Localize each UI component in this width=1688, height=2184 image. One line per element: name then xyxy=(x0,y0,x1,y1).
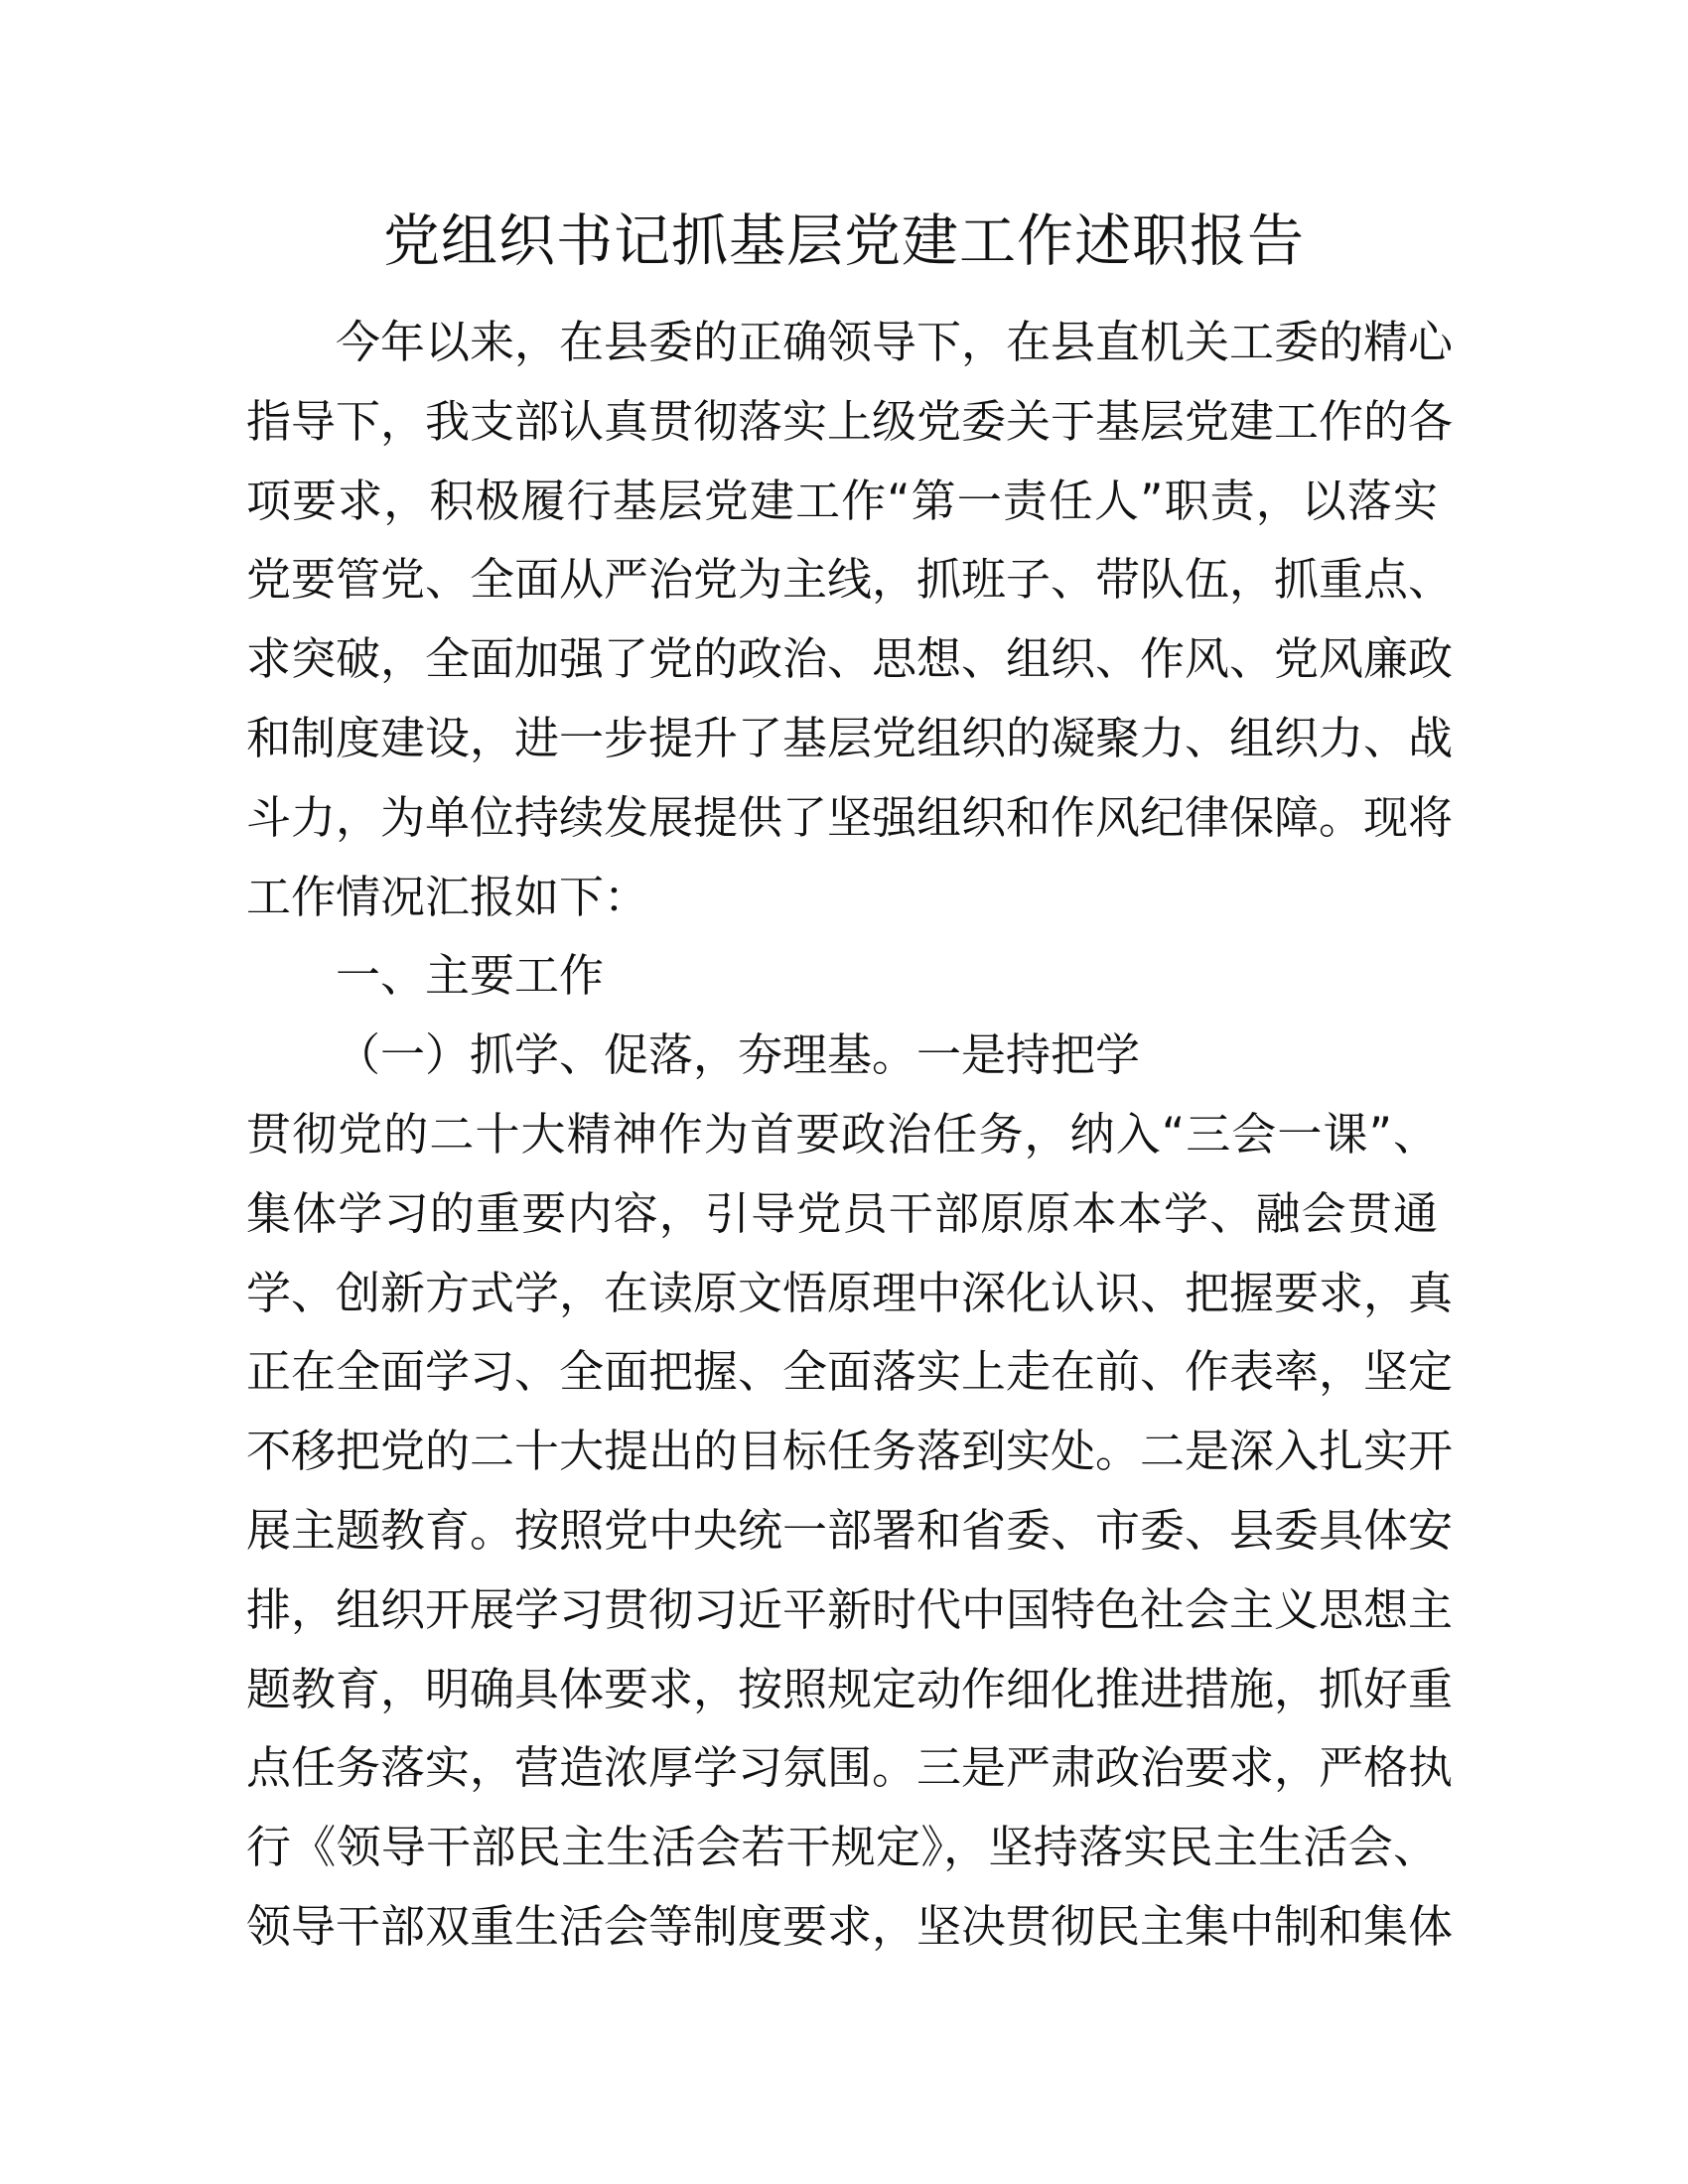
body-line: 正在全面学习、全面把握、全面落实上走在前、作表率，坚定 xyxy=(246,1345,1454,1399)
document-title: 党组织书记抓基层党建工作述职报告 xyxy=(383,208,1305,274)
section-heading: 一、主要工作 xyxy=(336,949,605,1003)
body-line: 点任务落实，营造浓厚学习氛围。三是严肃政治要求，严格执 xyxy=(246,1741,1454,1795)
body-line: 排，组织开展学习贯彻习近平新时代中国特色社会主义思想主 xyxy=(246,1582,1454,1636)
subsection-heading: （一）抓学、促落，夯理基。一是持把学 xyxy=(336,1028,1141,1082)
body-line: 学、创新方式学，在读原文悟原理中深化认识、把握要求，真 xyxy=(246,1266,1454,1319)
body-line: 不移把党的二十大提出的目标任务落到实处。二是深入扎实开 xyxy=(246,1425,1454,1478)
body-line: 和制度建设，进一步提升了基层党组织的凝聚力、组织力、战 xyxy=(246,711,1454,764)
document-body xyxy=(246,303,1454,1967)
body-line: 题教育，明确具体要求，按照规定动作细化推进措施，抓好重 xyxy=(246,1662,1454,1715)
body-line: 指导下，我支部认真贯彻落实上级党委关于基层党建工作的各 xyxy=(246,394,1454,448)
body-line: 贯彻党的二十大精神作为首要政治任务，纳入“三会一课”、 xyxy=(246,1107,1438,1160)
body-line: 领导干部双重生活会等制度要求，坚决贯彻民主集中制和集体 xyxy=(246,1899,1454,1953)
body-line: 求突破，全面加强了党的政治、思想、组织、作风、党风廉政 xyxy=(246,632,1454,686)
body-line: 党要管党、全面从严治党为主线，抓班子、带队伍，抓重点、 xyxy=(246,553,1454,607)
body-line: 今年以来，在县委的正确领导下，在县直机关工委的精心 xyxy=(336,316,1454,368)
body-line: 展主题教育。按照党中央统一部署和省委、市委、县委具体安 xyxy=(246,1503,1454,1557)
body-line: 斗力，为单位持续发展提供了坚强组织和作风纪律保障。现将 xyxy=(246,790,1454,844)
body-line: 集体学习的重要内容，引导党员干部原原本本学、融会贯通 xyxy=(246,1186,1438,1240)
body-line: 项要求，积极履行基层党建工作“第一责任人”职责，以落实 xyxy=(246,474,1438,527)
body-line: 工作情况汇报如下： xyxy=(246,870,649,923)
body-line: 行《领导干部民主生活会若干规定》，坚持落实民主生活会、 xyxy=(246,1821,1438,1874)
